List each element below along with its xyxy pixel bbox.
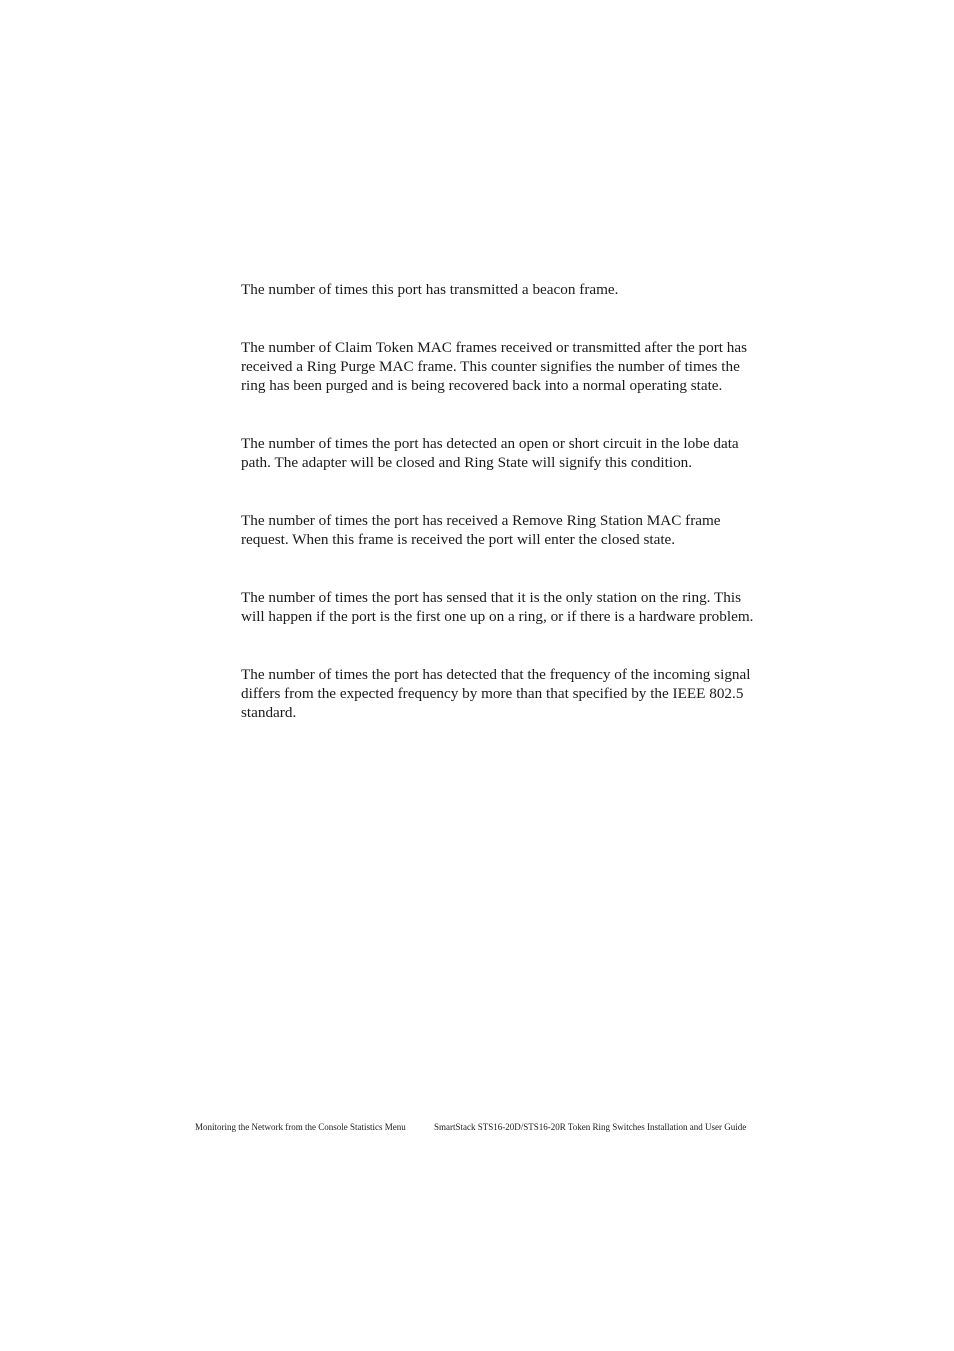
single-station-description: The number of times the port has sensed that it is the only station on the ring. This will happen if the port is the first one up on a ring, or if there is a hardware problem.: [241, 589, 754, 626]
lobe-wire-fault-description: The number of times the port has detected an open or short circuit in the lobe data path. The adapter will be closed and Ring State will signify this condition.: [241, 435, 739, 472]
claim-token-description: The number of Claim Token MAC frames received or transmitted after the port has received a Ring Purge MAC frame. This counter signifies the number of times the ring has been purged and is being recovered back into a normal operating state.: [241, 339, 748, 395]
footer-guide-title: SmartStack STS16-20D/STS16-20R Token Ring Switches Installation and User Guide: [434, 1122, 747, 1132]
remove-station-description: The number of times the port has received a Remove Ring Station MAC frame request. When this frame is received the port will enter the closed state.: [241, 512, 721, 549]
beacon-transmit-description: The number of times this port has transmitted a beacon frame.: [241, 281, 619, 298]
frequency-error-description: The number of times the port has detected that the frequency of the incoming signal differs from the expected frequency by more than that specified by the IEEE 802.5 standard.: [241, 666, 751, 722]
footer-section-title: Monitoring the Network from the Console Statistics Menu: [195, 1122, 406, 1132]
